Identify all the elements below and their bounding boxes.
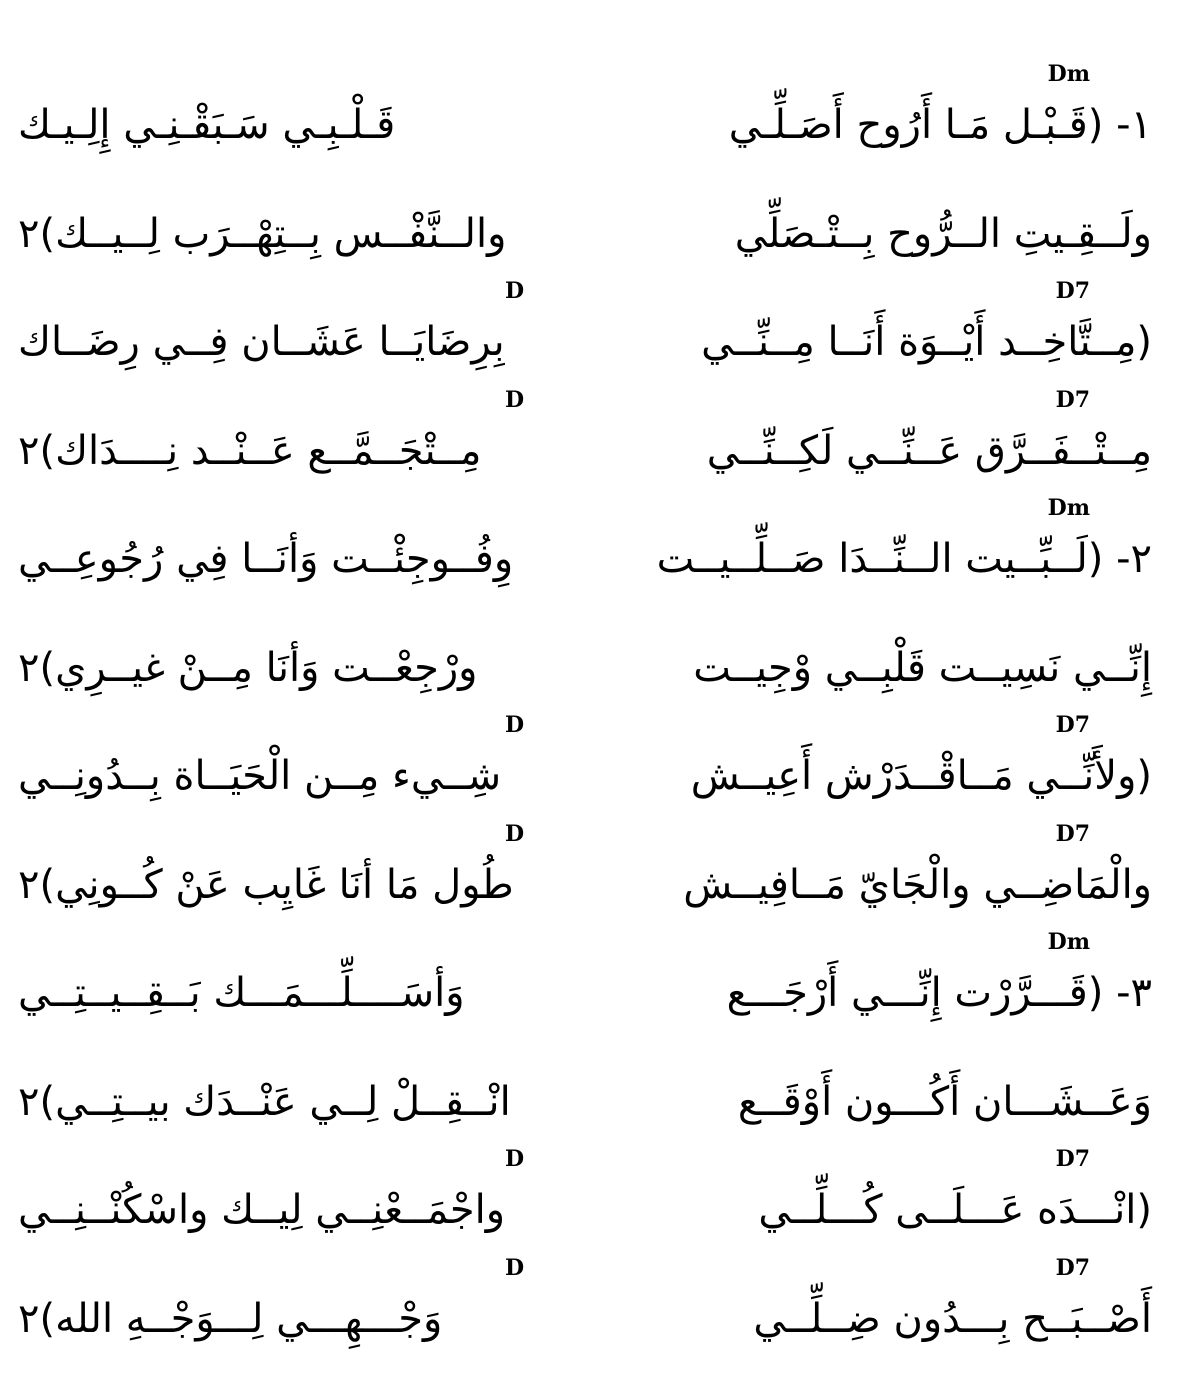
chord-label: D [505,1254,525,1281]
lyric-line-left: بِرِضَايَــا عَشَــان فِــي رِضَــاك [18,319,505,365]
lyric-line-right: والْمَاضِــي والْجَايّ مَــافِيــش [683,861,1152,908]
lyric-line-left: قَـلْـبِـي سَـبَقْـنِـي إِلِـيـك [18,102,396,148]
lyric-line-right: (ولأَنِّــي مَــاقْــدَرْش أَعِيــش [690,753,1152,799]
chord-label: D7 [1055,712,1090,738]
chord-label: D7 [1055,820,1090,847]
lyric-line-right: ولَــقِـيتِ الــرُّوح بِــتْـصَلِّي [734,210,1152,257]
lyric-line-left: وِفُــوجِئْــت وَأنَــا فِي رُجُوعِــي [18,536,514,582]
lyric-line-left: واجْمَــعْنِــي لِيــك واسْكُنْــنِــي [18,1187,506,1233]
lyric-line-right: ١- (قَـبْـل مَـا أَرُوح أَصَـلِّـي [728,102,1152,148]
chord-label: D [505,1146,525,1172]
lyric-line-right: أَصْــبَــح بِـــدُون ضِــلِّــي [753,1295,1152,1342]
chord-label: D [505,820,525,847]
chord-label: D7 [1055,386,1090,413]
chord-label: D [505,278,525,304]
chord-label: D7 [1055,278,1090,304]
lyric-line-right: (مِــتَّاخِــد أَيْــوَة أَنَــا مِــنِّــي [701,319,1152,365]
lyric-line-right: (انْـــدَه عَـــلَــى كُـــلِّــي [758,1187,1152,1233]
lyric-line-left: ورْجِعْــت وَأنَا مِــنْ غيــرِي)٢ [18,644,478,691]
chord-label: Dm [1047,495,1090,521]
chord-label: D [505,386,525,413]
lyric-line-left: مِــتْجَــمَّــع عَــنْــد نِــــدَاك)٢ [18,427,482,474]
lyric-line-left: طُول مَا أنَا غَايِب عَنْ كُــونِي)٢ [18,861,514,908]
lyric-line-right: مِــتْــفَــرَّق عَــنِّــي لَكِــنِّــي [706,427,1152,474]
lyric-line-left: وَأسَــــلِّـــمَـــك بَــقِــيــتِــي [18,970,465,1016]
lyric-line-right: وَعَــشَـــان أَكُـــون أَوْقَــع [737,1078,1152,1125]
lyric-line-right: ٢- (لَــبِّــيت الــنِّــدَا صَــلِّــيــت [656,536,1152,582]
lyric-line-left: شِــيء مِــن الْحَيَــاة بِــدُونِــي [18,753,502,799]
lyric-line-left: انْــقِــلْ لِــي عَنْــدَك بيــتِــي)٢ [18,1078,511,1125]
lyric-line-left: وَجْـــهِـــي لِـــوَجْــهِ الله)٢ [18,1295,443,1342]
lyric-line-right: ٣- (قَـــرَّرْت إِنِّـــي أَرْجَـــع [726,970,1152,1016]
chord-label: D [505,712,525,738]
chord-label: Dm [1047,61,1090,87]
chord-label: D7 [1055,1254,1090,1281]
lyric-line-left: والــنَّفْــس بِــتِهْــرَب لِــيــك)٢ [18,210,507,257]
chord-label: Dm [1047,929,1090,955]
chord-label: D7 [1055,1146,1090,1172]
lyric-line-right: إِنِّــي نَسِيــت قَلْبِــي وْجِيــت [693,644,1152,691]
